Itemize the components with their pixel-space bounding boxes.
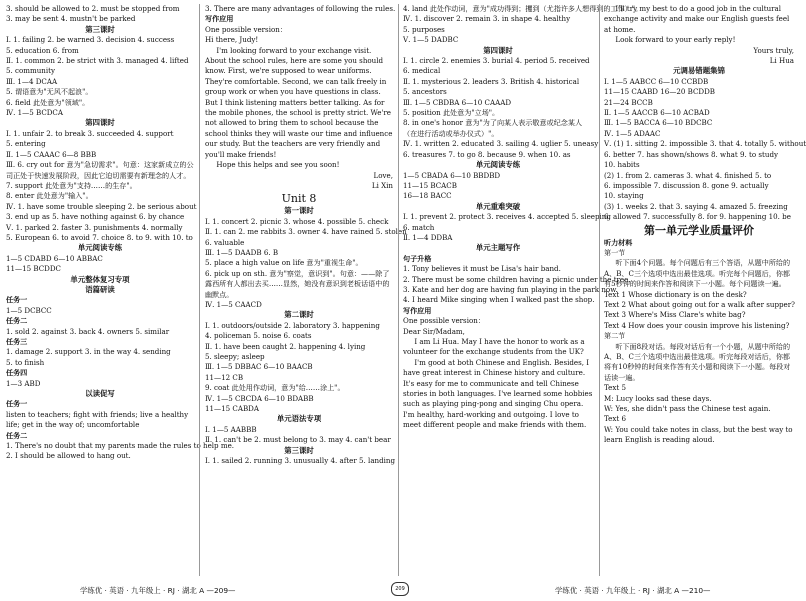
answer-line: 11—15 BCACB: [403, 180, 457, 190]
answer-line: Ⅳ. 1—5 CBCDA 6—10 BDABB: [205, 393, 314, 403]
answer-line: Text 4 How does your cousin improve his listening?: [604, 320, 790, 330]
answer-line: 1—3 ABD: [6, 378, 41, 388]
section-heading: 第一课时: [284, 206, 314, 216]
answer-line: Yours truly,: [753, 45, 794, 55]
answer-line: Ⅲ. 6. cry out for 意为"急切需求"。句意：这家新成立的公司正处于快速发展阶段，因此它迫切需要有新理念的人才。: [6, 160, 194, 180]
section-heading: 单元重难突破: [475, 201, 521, 211]
answer-line: Love,: [373, 170, 393, 180]
answer-line: Ⅲ. 1—4 DCAA: [6, 76, 58, 86]
section-heading: 单元阅读专练: [77, 243, 123, 253]
answer-line: 2. There must be some children having a picnic under the tree.: [403, 274, 631, 284]
answer-line: Ⅱ. 1. can't be 2. must belong to 3. may 4. can't bear: [205, 435, 391, 445]
section-heading: 第二课时: [284, 310, 314, 320]
answer-line: Ⅳ. 1—5 ADAAC: [604, 128, 661, 138]
section-heading: 单元整体复习专项: [70, 274, 130, 284]
answer-line: 任务二: [6, 316, 28, 326]
answer-line: Ⅱ. 1—5 CAAAC 6—8 BBB: [6, 149, 97, 159]
answer-line: 1—5 CDABD 6—10 ABBAC: [6, 253, 103, 263]
answer-line: 第一节: [604, 247, 626, 257]
answer-line: 1—5 CBADA 6—10 BBDBD: [403, 170, 501, 180]
answer-line: Ⅰ. 1—5 AABCC 6—10 CCBDB: [604, 76, 709, 86]
answer-line: 5. entering: [6, 139, 46, 149]
section-heading: 单元主题写作: [475, 243, 521, 253]
section-heading: 第一单元学业质量评价: [644, 223, 754, 237]
section-heading: Unit 8: [281, 192, 317, 206]
answer-line: 5. community: [6, 66, 55, 76]
section-heading: 第三课时: [85, 24, 115, 34]
column-divider: [599, 4, 600, 576]
answer-line: Text 6: [604, 414, 626, 424]
answer-line: 1. Tony believes it must be Lisa's hair band.: [403, 264, 561, 274]
section-heading: 元调易错题集锦: [673, 66, 725, 76]
answer-line: Ⅰ. 1—5 AABBB: [205, 424, 257, 434]
answer-line: 3. There are many advantages of following the rules.: [205, 4, 396, 13]
footer-right: 学练优 · 英语 · 九年级上 · RJ · 湖北 A —210—: [555, 586, 711, 595]
answer-line: 8. in one's honor 意为"为了向某人表示敬意或纪念某人（在进行活动或举办仪式）"。: [403, 118, 583, 138]
answer-line: 任务四: [6, 368, 28, 378]
answer-line: 10. staying: [604, 191, 644, 201]
answer-line: 第二节: [604, 331, 626, 341]
center-gutter: [398, 4, 399, 576]
answer-line: 11—12 CB: [205, 372, 244, 382]
answer-line: Ⅱ. 1. can 2. me rabbits 3. owner 4. have rained 5. stolen: [205, 227, 407, 237]
answer-line: Ⅳ. 1. discover 2. remain 3. in shape 4. healthy: [403, 14, 571, 24]
section-heading: 第三课时: [284, 445, 314, 455]
answer-line: 听下面8段对话。每段对话后有一个小题，从题中所给的A、B、C三个选项中选出最佳选项。听完每段对话后，你都将有10秒钟的时间来作答有关小题和阅读下一小题。每段对话读一遍。: [604, 341, 791, 382]
answer-line: (3) 1. weeks 2. that 3. saying 4. amazed 5. freezing: [604, 201, 788, 211]
answer-line: Ⅳ. 1—5 CAACD: [205, 299, 262, 309]
answer-line: 6. allowed 7. successfully 8. for 9. happening 10. be: [604, 212, 791, 222]
answer-line: 5. education 6. from: [6, 45, 79, 55]
answer-line: Ⅰ. 1. failing 2. be warned 3. decision 4. success: [6, 35, 175, 45]
answer-line: 1. There's no doubt that my parents made the rules to help me.: [6, 441, 235, 451]
answer-line: Text 3 Where's Miss Clare's white bag?: [604, 310, 746, 320]
answer-line: 句子升格: [403, 253, 432, 263]
answer-line: Ⅱ. 1—5 AACCB 6—10 ACBAD: [604, 108, 710, 118]
answer-line: 1. damage 2. support 3. in the way 4. sending: [6, 347, 171, 357]
answer-line: 8. enter 此处意为"输入"。: [6, 191, 93, 201]
answer-line: 21—24 BCCB: [604, 97, 653, 107]
answer-line: 16—18 BACC: [403, 191, 452, 201]
answer-line: 任务三: [6, 337, 28, 346]
answer-line: 6. treasures 7. to go 8. because 9. when 10. as: [403, 149, 571, 159]
answer-line: 5. to finish: [6, 357, 45, 367]
answer-line: 6. medical: [403, 66, 441, 76]
answer-line: 3. should be allowed to 2. must be stopped from: [6, 4, 180, 13]
page-badge: 209: [391, 582, 409, 596]
answer-line: Text 1 Whose dictionary is on the desk?: [604, 289, 747, 299]
answer-line: 6. better 7. has shown/shows 8. what 9. to study: [604, 149, 778, 159]
footer-left: 学练优 · 英语 · 九年级上 · RJ · 湖北 A —209—: [80, 586, 236, 595]
answer-line: 10. habits: [604, 160, 640, 170]
answer-line: Hope this helps and see you soon!: [216, 160, 340, 170]
answer-line: 4. land 此处作动词，意为"成功得到；攫到（尤指许多人想得到的工作）"。: [403, 4, 643, 13]
answer-line: 任务二: [6, 430, 28, 440]
answer-line: M: Lucy looks sad these days.: [604, 393, 712, 403]
answer-line: Ⅳ. 1. have some trouble sleeping 2. be serious about: [6, 201, 197, 211]
answer-line: Li Hua: [769, 56, 794, 66]
answer-line: Ⅲ. 1—5 DBBAC 6—10 BAACB: [205, 362, 313, 372]
answer-line: 4. policeman 5. noise 6. coats: [205, 331, 312, 341]
answer-line: I am Li Hua. May I have the honor to work as a volunteer for the exchange students from the UK?: [403, 337, 585, 357]
column-2: [205, 4, 407, 576]
answer-line: Ⅰ. 1. sailed 2. running 3. unusually 4. after 5. landing: [205, 456, 396, 466]
answer-line: I'm good at both Chinese and English. Besides, I have great interest in Chinese history and culture. It's easy for me to communicate and tell Chinese stories in both languages. I've learned some hobbies such as playing ping-pong and singing Chu opera. I'm healthy, hard-working and outgoing. I love to meet different people and make friends with them.: [403, 357, 593, 430]
answer-line: Ⅲ. 1—5 BACCA 6—10 BDCBC: [604, 118, 713, 128]
answer-line: W: You could take notes in class, but the best way to learn English is reading aloud.: [604, 424, 793, 445]
answer-line: 写作应用: [205, 14, 234, 24]
answer-line: Ⅴ. (1) 1. sitting 2. impossible 3. that 4. totally 5. without: [604, 139, 806, 149]
answer-line: I'm looking forward to your exchange visit. About the school rules, here are some you should know. First, we're supposed to wear uniforms. They're comfortable. Second, we can talk freely in group work or when you have questions in class. But I think listening matters better talking. As for the mobile phones, the school is pretty strict. We're not allowed to bring them to school because the school thinks they will waste our time and influence our study. But the teachers are very friendly and you'll make friends!: [205, 45, 393, 159]
answer-line: Hi there, Judy!: [205, 35, 259, 45]
answer-line: I'll try my best to do a good job in the cultural exchange activity and make our English guests feel at home.: [604, 4, 790, 34]
answer-line: Text 2 What about going out for a walk after supper?: [604, 299, 795, 309]
answer-line: Look forward to your early reply!: [615, 35, 736, 45]
answer-line: 6. pick up on sth. 意为"察觉，意识到"。句意：——除了露西所有人都出去买……显然，她没有意识到老板话语中的幽默点。: [205, 268, 390, 299]
answer-line: 3. may be sent 4. mustn't be parked: [6, 14, 136, 24]
answer-line: 6. match: [403, 222, 435, 232]
answer-line: 1. sold 2. against 3. back 4. owners 5. similar: [6, 326, 170, 336]
answer-line: 7. support 此处意为"支持……的生存"。: [6, 180, 137, 190]
answer-line: Text 5: [604, 383, 626, 393]
answer-line: 5. purposes: [403, 24, 445, 34]
answer-line: 5. European 6. to avoid 7. choice 8. to 9. with 10. to: [6, 232, 193, 242]
answer-line: Ⅴ. 1—5 DADBC: [403, 35, 459, 45]
answer-line: 11—15 BCDDC: [6, 264, 61, 274]
answer-line: 听力材料: [604, 237, 633, 247]
answer-line: 5. place a high value on life 意为"重视生命"。: [205, 258, 363, 268]
answer-line: listen to teachers; fight with friends; live a healthy life; get in the way of; uncomfortable: [6, 409, 189, 430]
answer-line: 写作应用: [403, 305, 432, 315]
answer-line: W: Yes, she didn't pass the Chinese test again.: [604, 404, 771, 414]
answer-line: 11—15 CABDA: [205, 404, 259, 414]
answer-line: Ⅰ. 1. circle 2. enemies 3. burial 4. period 5. received: [403, 56, 590, 66]
column-divider: [199, 4, 200, 576]
answer-line: 3. Kate and her dog are having fun playing in the park now.: [403, 284, 618, 294]
answer-line: 6. valuable: [205, 237, 245, 247]
section-heading: 第四课时: [85, 118, 115, 128]
answer-line: 5. ancestors: [403, 87, 447, 97]
answer-line: 6. impossible 7. discussion 8. gone 9. actually: [604, 180, 769, 190]
answer-line: 3. end up as 5. have nothing against 6. by chance: [6, 212, 185, 222]
section-heading: 以读促写: [85, 389, 115, 399]
answer-line: Ⅱ. 1—4 DDBA: [403, 232, 453, 242]
answer-line: 5. position 此处意为"立场"。: [403, 108, 500, 118]
answer-line: 1—5 DCBCC: [6, 305, 52, 315]
answer-line: Ⅳ. 1. written 2. educated 3. sailing 4. uglier 5. uneasy: [403, 139, 599, 149]
answer-line: 5. sleepy; asleep: [205, 352, 265, 361]
answer-line: Ⅲ. 1—5 DAADB 6. B: [205, 247, 279, 257]
section-heading: 单元语法专项: [276, 414, 322, 424]
answer-line: (2) 1. from 2. cameras 3. what 4. finished 5. to: [604, 170, 772, 180]
answer-line: 9. coat 此处用作动词，意为"给……涂上"。: [205, 383, 345, 393]
answer-line: Ⅴ. 1. parked 2. faster 3. punishments 4. normally: [6, 222, 183, 232]
answer-line: 任务一: [6, 399, 28, 409]
answer-line: 6. field 此处意为"领域"。: [6, 97, 90, 107]
column-4: [604, 4, 806, 576]
answer-line: 2. I should be allowed to hang out.: [6, 451, 131, 461]
answer-line: One possible version：: [403, 316, 485, 326]
answer-line: 听下面4个问题。每个问题后有三个答语，从题中所给的A、B、C三个选项中选出最佳选项。听完每个问题后，你都有5秒钟的时间来作答和阅读下一小题。每个问题读一遍。: [604, 258, 791, 289]
answer-line: 任务一: [6, 295, 28, 305]
answer-line: Dear Sir/Madam,: [403, 326, 465, 336]
answer-line: Ⅱ. 1. mysterious 2. leaders 3. British 4. historical: [403, 76, 580, 86]
answer-line: 4. I heard Mike singing when I walked past the shop.: [403, 295, 595, 305]
answer-line: Ⅱ. 1. have been caught 2. happening 4. lying: [205, 341, 366, 351]
answer-line: One possible version：: [205, 24, 287, 34]
answer-line: Ⅰ. 1. outdoors/outside 2. laboratory 3. happening: [205, 320, 380, 330]
answer-line: Li Xin: [371, 180, 393, 190]
section-heading: 语篇研读: [85, 284, 115, 294]
answer-line: Ⅳ. 1—5 BCDCA: [6, 108, 63, 118]
answer-line: 11—15 CAABD 16—20 BCDDB: [604, 87, 715, 97]
answer-line: Ⅲ. 1—5 CBDBA 6—10 CAAAD: [403, 97, 512, 107]
answer-line: Ⅰ. 1. unfair 2. to break 3. succeeded 4. support: [6, 128, 174, 138]
answer-line: Ⅰ. 1. prevent 2. protect 3. receives 4. accepted 5. sleeping: [403, 212, 611, 222]
section-heading: 单元阅读专练: [475, 160, 521, 170]
answer-line: 5. 谓语意为"无风不起浪"。: [6, 87, 93, 97]
answer-line: Ⅱ. 1. common 2. be strict with 3. managed 4. lifted: [6, 56, 189, 66]
answer-line: Ⅰ. 1. concert 2. picnic 3. whose 4. possible 5. check: [205, 216, 389, 226]
section-heading: 第四课时: [483, 45, 513, 55]
